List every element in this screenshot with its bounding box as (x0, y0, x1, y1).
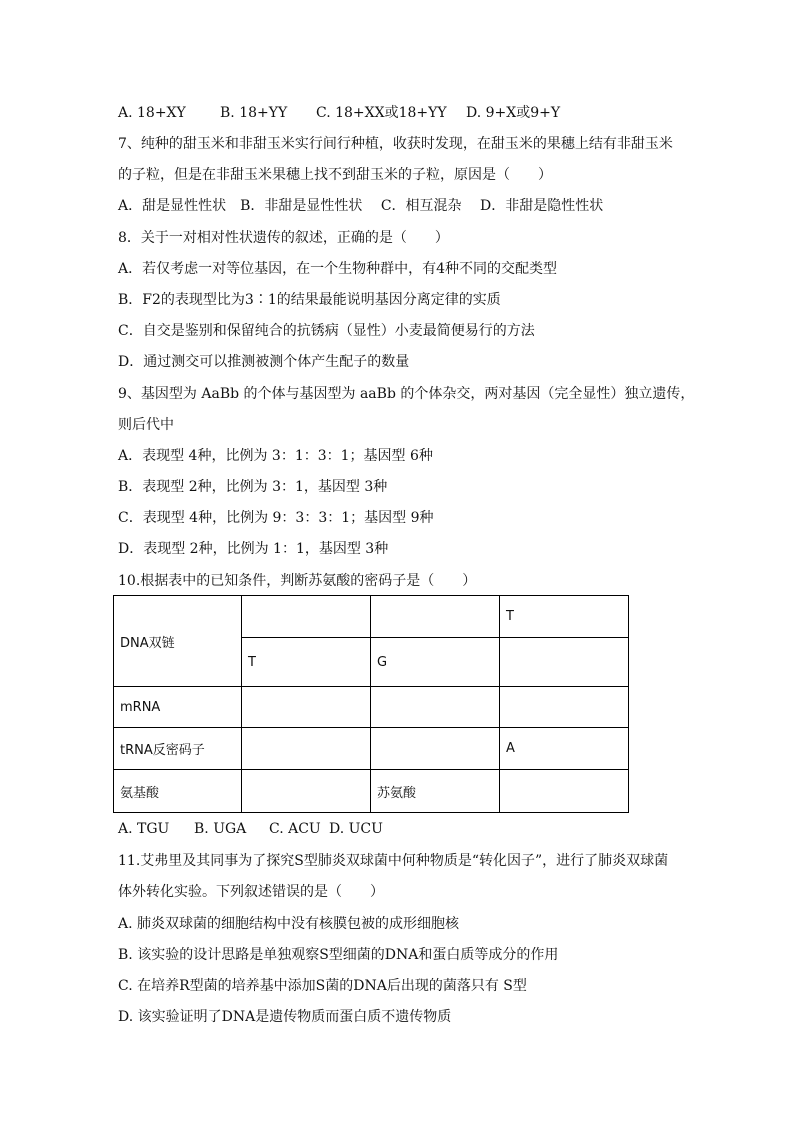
amino-acid-cell3 (500, 770, 629, 813)
q6-option-d: D. 9+X或9+Y (466, 105, 561, 121)
q10-option-a: A. TGU (118, 821, 170, 837)
dna-strand2-base3 (500, 638, 629, 687)
q10-stem: 10.根据表中的已知条件，判断苏氨酸的密码子是（ ） (118, 573, 477, 589)
trna-base2 (371, 728, 500, 770)
q9-stem-line1: 9、基因型为 AaBb 的个体与基因型为 aaBb 的个体杂交，两对基因（完全显性）独立遗传， (118, 386, 695, 402)
q9-option-c: C．表现型 4种，比例为 9：3：3：1；基因型 9种 (118, 510, 434, 526)
q8-option-c: C．自交是鉴别和保留纯合的抗锈病（显性）小麦最简便易行的方法 (118, 323, 535, 339)
q11-option-b: B. 该实验的设计思路是单独观察S型细菌的DNA和蛋白质等成分的作用 (118, 947, 559, 963)
q8-option-b: B．F2的表现型比为3∶1的结果最能说明基因分离定律的实质 (118, 292, 501, 308)
q8-option-a: A．若仅考虑一对等位基因，在一个生物种群中，有4种不同的交配类型 (118, 261, 558, 277)
dna-strand2-base2: G (371, 638, 500, 687)
q7-options: A．甜是显性性状 B．非甜是显性性状 C．相互混杂 D．非甜是隐性性状 (118, 198, 604, 214)
mrna-base2 (371, 687, 500, 728)
trna-label: tRNA反密码子 (114, 728, 242, 770)
q10-option-c: C. ACU (269, 821, 321, 837)
dna-strand1-base3: T (500, 596, 629, 638)
trna-base1 (242, 728, 371, 770)
dna-strand2-base1: T (242, 638, 371, 687)
q11-option-c: C. 在培养R型菌的培养基中添加S菌的DNA后出现的菌落只有 S型 (118, 978, 527, 994)
table-row (114, 728, 629, 770)
q11-stem-line2: 体外转化实验。下列叙述错误的是（ ） (118, 884, 384, 900)
amino-acid-label: 氨基酸 (114, 770, 242, 813)
q10-options (118, 820, 518, 838)
dna-strand1-base2 (371, 596, 500, 638)
q9-stem-line2: 则后代中 (118, 417, 174, 433)
dna-strand1-base1 (242, 596, 371, 638)
q8-option-d: D．通过测交可以推测被测个体产生配子的数量 (118, 354, 410, 370)
q9-option-b: B．表现型 2种，比例为 3：1，基因型 3种 (118, 479, 388, 495)
q9-option-a: A．表现型 4种，比例为 3：1：3：1；基因型 6种 (118, 448, 433, 464)
mrna-base1 (242, 687, 371, 728)
table-row (114, 596, 629, 638)
q11-option-a: A. 肺炎双球菌的细胞结构中没有核膜包被的成形细胞核 (118, 916, 460, 932)
q7-stem-line1: 7、纯种的甜玉米和非甜玉米实行间行种植，收获时发现，在甜玉米的果穗上结有非甜玉米 (118, 136, 673, 152)
q10-option-b: B. UGA (194, 821, 247, 837)
q6-options (118, 104, 718, 122)
q6-option-a: A. 18+XY (118, 105, 186, 121)
q9-option-d: D．表现型 2种，比例为 1：1，基因型 3种 (118, 541, 389, 557)
q6-option-b: B. 18+YY (220, 105, 288, 121)
q7-stem-line2: 的子粒，但是在非甜玉米果穗上找不到甜玉米的子粒，原因是（ ） (118, 167, 552, 183)
q8-stem: 8．关于一对相对性状遗传的叙述，正确的是（ ） (118, 230, 449, 246)
q6-option-c: C. 18+XX或18+YY (316, 105, 447, 121)
mrna-label: mRNA (114, 687, 242, 728)
table-row (114, 687, 629, 728)
mrna-base3 (500, 687, 629, 728)
q11-option-d: D. 该实验证明了DNA是遗传物质而蛋白质不遗传物质 (118, 1009, 452, 1025)
dna-label: DNA双链 (114, 596, 242, 687)
codon-table (113, 595, 629, 813)
q10-option-d: D. UCU (329, 821, 383, 837)
amino-acid-cell1 (242, 770, 371, 813)
table-row (114, 770, 629, 813)
trna-base3: A (500, 728, 629, 770)
amino-acid-cell2: 苏氨酸 (371, 770, 500, 813)
q11-stem-line1: 11.艾弗里及其同事为了探究S型肺炎双球菌中何种物质是“转化因子”，进行了肺炎双球菌 (118, 853, 669, 869)
